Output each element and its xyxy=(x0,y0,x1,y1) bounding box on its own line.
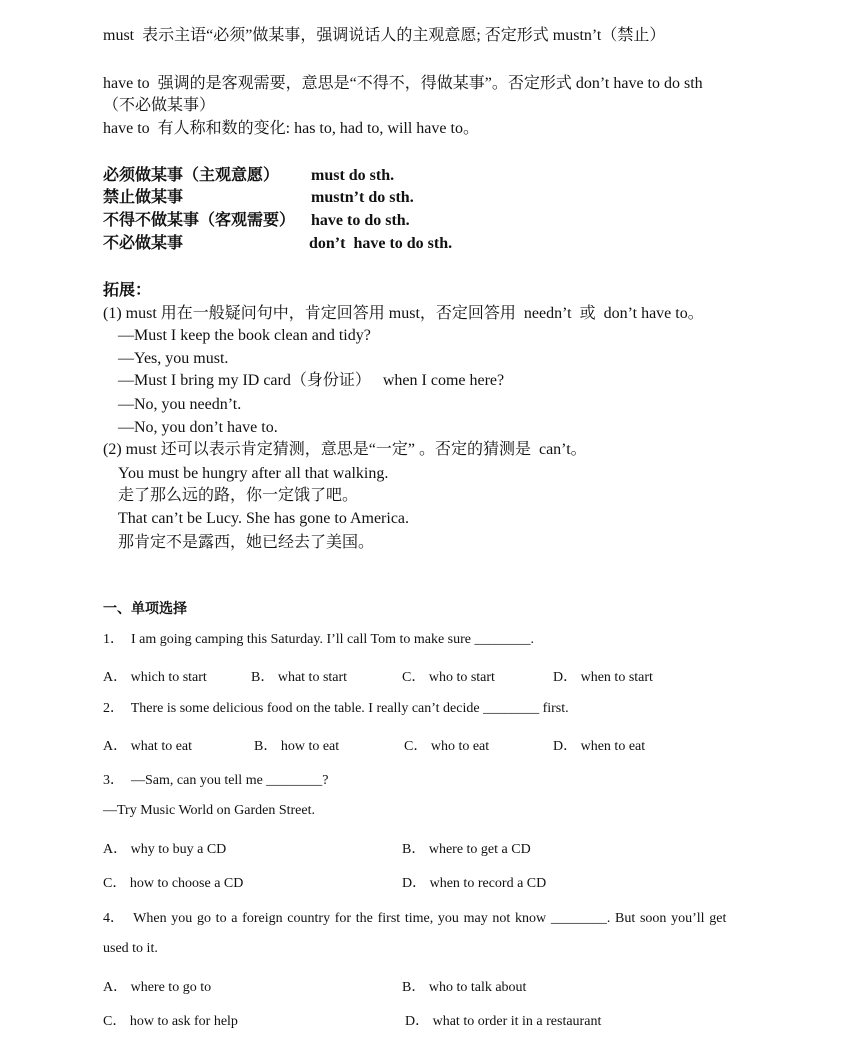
have-to-note-1: have to 强调的是客观需要，意思是“不得不，得做某事”。否定形式 don’t have to do sth xyxy=(103,75,703,92)
dialogue-line: —No, you needn’t. xyxy=(118,396,242,413)
q2-option-a[interactable]: A． what to eat xyxy=(103,739,193,754)
table-en-3: have to do sth. xyxy=(311,212,410,229)
question-3-reply: —Try Music World on Garden Street. xyxy=(103,803,315,818)
example-line: That can’t be Lucy. She has gone to America. xyxy=(118,510,410,527)
q1-option-a[interactable]: A． which to start xyxy=(103,670,207,685)
dialogue-line: —Yes, you must. xyxy=(118,350,229,367)
table-en-1: must do sth. xyxy=(311,167,395,184)
question-4-stem: 4． When you go to a foreign country for the first time, you may not know ________. But soon you’ll get xyxy=(103,911,727,926)
table-cn-3: 不得不做某事（客观需要） xyxy=(103,212,296,229)
q3-option-a[interactable]: A． why to buy a CD xyxy=(103,842,227,857)
example-line: 那肯定不是露西，她已经去了美国。 xyxy=(118,534,375,551)
q1-option-c[interactable]: C． who to start xyxy=(402,670,495,685)
q3-option-c[interactable]: C． how to choose a CD xyxy=(103,876,244,891)
dialogue-line: —Must I bring my ID card（身份证） when I come here? xyxy=(118,372,505,389)
q4-option-c[interactable]: C． how to ask for help xyxy=(103,1014,238,1029)
table-cn-1: 必须做某事（主观意愿） xyxy=(103,167,280,184)
extension-1: (1) must 用在一般疑问句中，肯定回答用 must，否定回答用 needn’t 或 don’t have to。 xyxy=(103,305,704,322)
table-en-2: mustn’t do sth. xyxy=(311,189,414,206)
question-3-stem: 3． —Sam, can you tell me ________? xyxy=(103,773,329,788)
question-4-stem-cont: used to it. xyxy=(103,941,158,956)
table-cn-4: 不必做某事 xyxy=(103,235,184,252)
have-to-note-2: （不必做某事） xyxy=(103,97,216,114)
example-line: 走了那么远的路，你一定饿了吧。 xyxy=(118,487,359,504)
q2-option-d[interactable]: D． when to eat xyxy=(553,739,646,754)
have-to-note-3: have to 有人称和数的变化: has to, had to, will have to。 xyxy=(103,120,479,137)
extension-title: 拓展： xyxy=(103,282,152,299)
q3-option-d[interactable]: D． when to record a CD xyxy=(402,876,547,891)
dialogue-line: —No, you don’t have to. xyxy=(118,419,278,436)
table-cn-2: 禁止做某事 xyxy=(103,189,184,206)
extension-2: (2) must 还可以表示肯定猜测，意思是“一定” 。否定的猜测是 can’t。 xyxy=(103,441,587,458)
example-line: You must be hungry after all that walking. xyxy=(118,465,389,482)
dialogue-line: —Must I keep the book clean and tidy? xyxy=(118,327,371,344)
q1-option-d[interactable]: D． when to start xyxy=(553,670,653,685)
section-title: 一、单项选择 xyxy=(103,602,187,617)
q2-option-c[interactable]: C． who to eat xyxy=(404,739,490,754)
question-2-stem: 2． There is some delicious food on the table. I really can’t decide ________ first. xyxy=(103,701,569,716)
q1-option-b[interactable]: B． what to start xyxy=(251,670,348,685)
must-note: must 表示主语“必须”做某事，强调说话人的主观意愿; 否定形式 mustn’t（禁止） xyxy=(103,27,666,44)
q4-option-a[interactable]: A． where to go to xyxy=(103,980,212,995)
q3-option-b[interactable]: B． where to get a CD xyxy=(402,842,531,857)
q4-option-b[interactable]: B． who to talk about xyxy=(402,980,527,995)
q4-option-d[interactable]: D． what to order it in a restaurant xyxy=(405,1014,602,1029)
table-en-4: don’t have to do sth. xyxy=(309,235,453,252)
q2-option-b[interactable]: B． how to eat xyxy=(254,739,340,754)
question-1-stem: 1． I am going camping this Saturday. I’ll call Tom to make sure ________. xyxy=(103,632,534,647)
